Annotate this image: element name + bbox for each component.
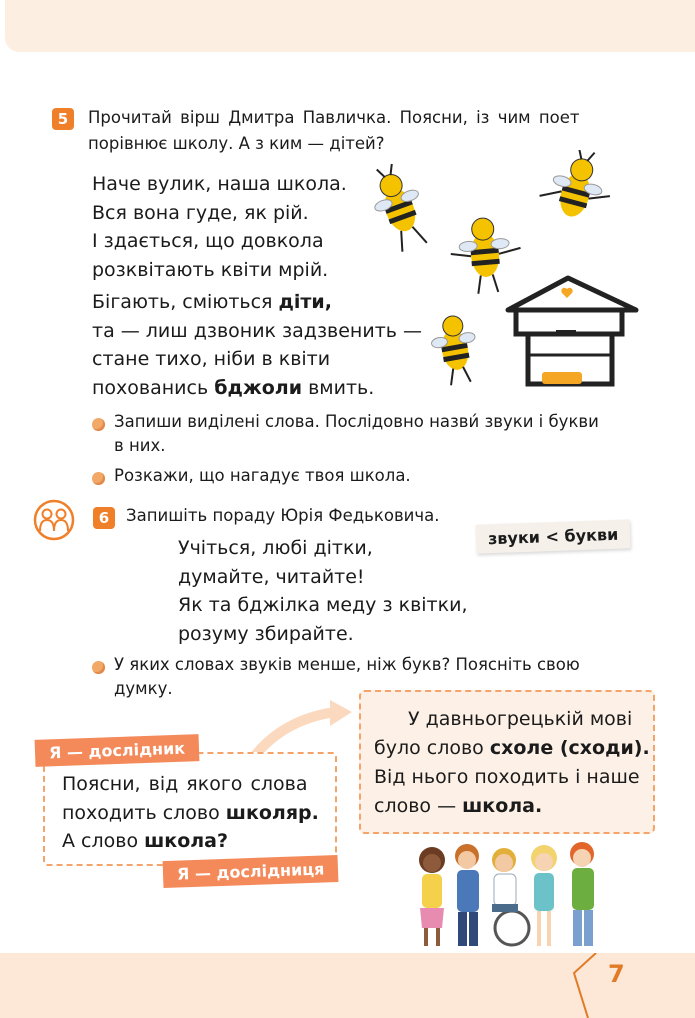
text-line: [62, 799, 319, 828]
text-line: [62, 827, 319, 856]
page-corner-decoration: [566, 953, 598, 1018]
wheelchair-child-figure: [492, 848, 529, 945]
pair-work-icon: [33, 499, 75, 541]
bees-hive-illustration: [360, 150, 640, 395]
text-line: У давньогрецькій мові: [408, 708, 633, 730]
poem-line: Учіться, любі дітки,: [178, 537, 373, 559]
children-illustration: [412, 838, 612, 950]
ribbon-researcher-female: Я — дослідниця: [163, 855, 339, 888]
highlighted-word: школа.: [462, 795, 543, 817]
text: було слово: [374, 737, 490, 759]
highlighted-word: діти,: [278, 291, 332, 313]
bullet-line: Запиши виділені слова. Послідовно назви́ звуки і букви: [114, 412, 599, 431]
poem-line: Як та бджілка меду з квітки,: [178, 594, 468, 616]
highlighted-word: бджоли: [214, 376, 303, 399]
bullet-text: Розкажи, що нагадує твоя школа.: [114, 466, 411, 485]
beehive-icon: [508, 278, 636, 384]
bullet-dot: [92, 661, 105, 674]
bullet-text: [114, 410, 599, 458]
task-number-5: 5: [52, 108, 74, 130]
highlighted-word: школа?: [144, 830, 229, 852]
bullet-line: в них.: [114, 436, 166, 455]
info-text: [374, 705, 650, 821]
text: слово —: [374, 795, 463, 817]
text-line: Від нього походить і наше: [374, 766, 640, 788]
text: А слово: [62, 830, 145, 852]
poem-line: розквітають квіти мрій.: [92, 258, 329, 281]
bee-icon: [427, 313, 482, 388]
task5-line1: Прочитай вірш Дмитра Павличка. Поясни, із чим поет: [88, 108, 580, 127]
poem-line: стане тихо, ніби в квіти: [92, 348, 331, 370]
researcher-text: [62, 770, 319, 856]
bullet-line: думку.: [114, 679, 173, 698]
poem-line: Наче вулик, наша школа.: [92, 173, 347, 195]
poem-line: розуму збирайте.: [178, 622, 354, 645]
bullet-dot: [92, 472, 105, 485]
highlighted-word: школяр.: [225, 801, 319, 824]
child-figure: [531, 845, 557, 946]
poem-line: Вся вона гуде, як рій.: [92, 201, 309, 224]
task5-line2: порівнює школу. А з ким — дітей?: [88, 134, 385, 153]
poem-text: вмить.: [302, 376, 375, 399]
text-line: [374, 734, 650, 763]
poem-text: похованись: [92, 376, 215, 399]
ribbon-researcher: Я — дослідник: [35, 734, 200, 767]
child-figure: [455, 844, 479, 946]
poem-line: І здається, що довкола: [92, 230, 324, 252]
bee-icon: [363, 159, 436, 256]
bullet-line: У яких словах звуків менше, ніж букв? Поясніть свою: [114, 655, 580, 674]
text-line: [374, 792, 650, 821]
poem-line: та — лиш дзвоник задзвенить —: [92, 319, 423, 342]
poem-line: думайте, читайте!: [178, 565, 365, 588]
poem-stanza-1: [92, 170, 347, 284]
poem-advice: [178, 534, 468, 648]
task6-text: Запишіть пораду Юрія Федьковича.: [126, 506, 440, 525]
highlighted-word: схоле (сходи).: [489, 737, 650, 759]
text-line: Поясни, від якого слова: [62, 773, 308, 795]
child-figure: [570, 842, 594, 946]
rule-hint-tag: звуки < букви: [476, 519, 631, 553]
page-number: 7: [608, 960, 625, 988]
bee-icon: [448, 215, 524, 296]
poem-text: Бігають, сміються: [92, 291, 279, 313]
child-figure: [419, 847, 445, 946]
top-band: [5, 0, 695, 52]
task-number-6: 6: [93, 507, 115, 529]
text: походить слово: [62, 801, 226, 824]
bee-icon: [536, 150, 619, 225]
bullet-dot: [92, 418, 105, 431]
